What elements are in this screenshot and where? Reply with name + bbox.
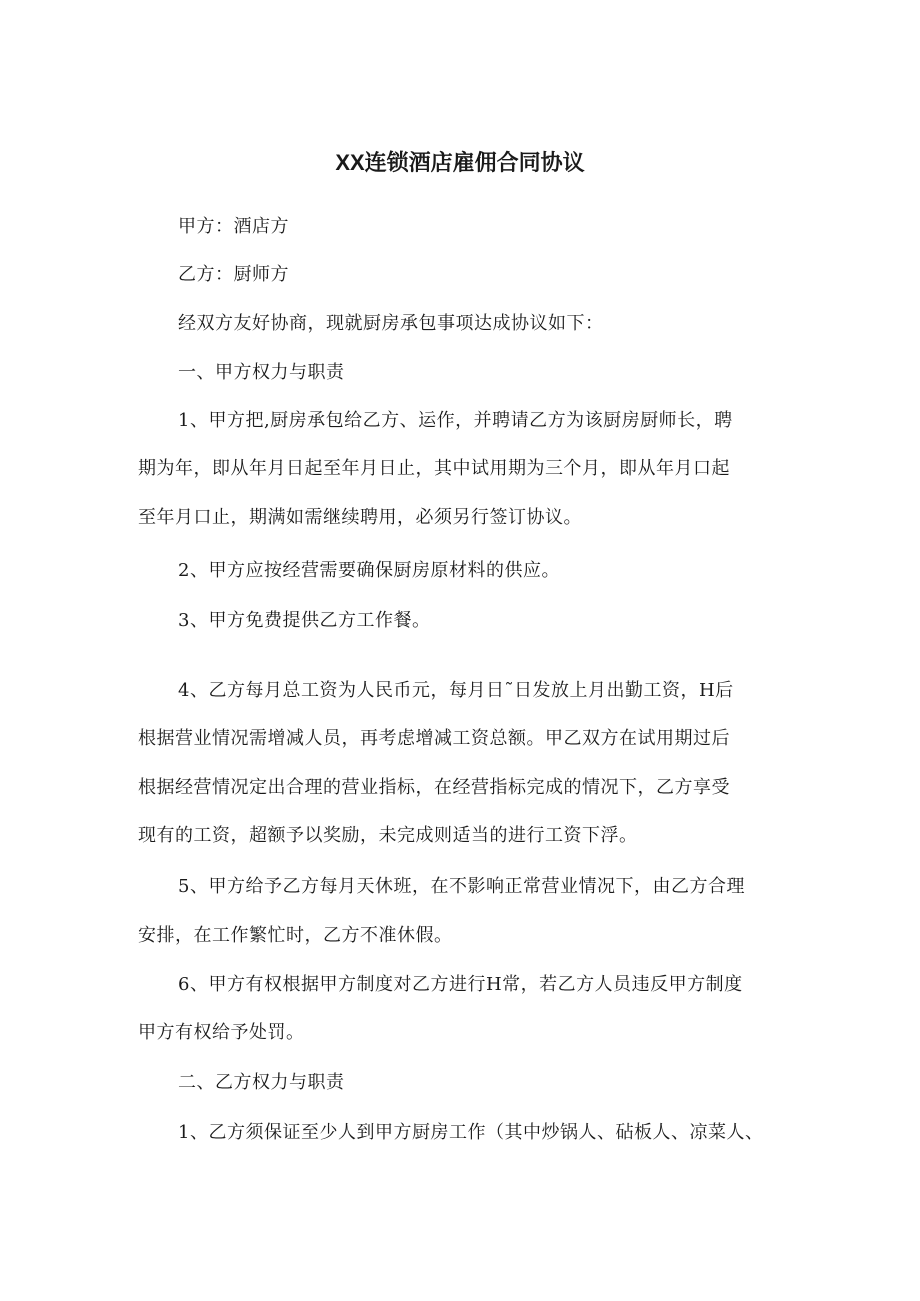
clause-text-line: 1、甲方把,厨房承包给乙方、运作，并聘请乙方为该厨房厨师长，聘: [178, 410, 733, 431]
clause-text-line: 6、甲方有权根据甲方制度对乙方进行H常，若乙方人员违反甲方制度: [178, 974, 743, 995]
section-heading-party-a: 一、甲方权力与职责: [178, 362, 345, 383]
document-title: XX连锁酒店雇佣合同协议: [335, 150, 585, 175]
party-a-line: 甲方：酒店方: [178, 216, 289, 237]
clause-text-line: 至年月口止，期满如需继续聘用，必须另行签订协议。: [138, 507, 582, 528]
clause-text-line: 1、乙方须保证至少人到甲方厨房工作（其中炒锅人、砧板人、凉菜人、: [178, 1122, 764, 1143]
clause-text-line: 3、甲方免费提供乙方工作餐。: [178, 610, 431, 631]
clause-text-line: 5、甲方给予乙方每月天休班，在不影响正常营业情况下，由乙方合理: [178, 876, 745, 897]
section-heading-party-b: 二、乙方权力与职责: [178, 1072, 345, 1093]
party-b-line: 乙方：厨师方: [178, 264, 289, 285]
clause-text-line: 根据经营情况定出合理的营业指标，在经营指标完成的情况下，乙方享受: [138, 777, 730, 798]
preamble-line: 经双方友好协商，现就厨房承包事项达成协议如下：: [178, 313, 604, 334]
clause-text-line: 现有的工资，超额予以奖励，未完成则适当的进行工资下浮。: [138, 825, 638, 846]
clause-text-line: 期为年，即从年月日起至年月日止，其中试用期为三个月，即从年月口起: [138, 458, 730, 479]
clause-text-line: 4、乙方每月总工资为人民币元，每月日˜日发放上月出勤工资，H后: [178, 680, 734, 701]
clause-text-line: 安排，在工作繁忙时，乙方不准休假。: [138, 925, 453, 946]
clause-text-line: 根据营业情况需增减人员，再考虑增减工资总额。甲乙双方在试用期过后: [138, 728, 730, 749]
clause-text-line: 甲方有权给予处罚。: [138, 1022, 305, 1043]
clause-text-line: 2、甲方应按经营需要确保厨房原材料的供应。: [178, 560, 560, 581]
